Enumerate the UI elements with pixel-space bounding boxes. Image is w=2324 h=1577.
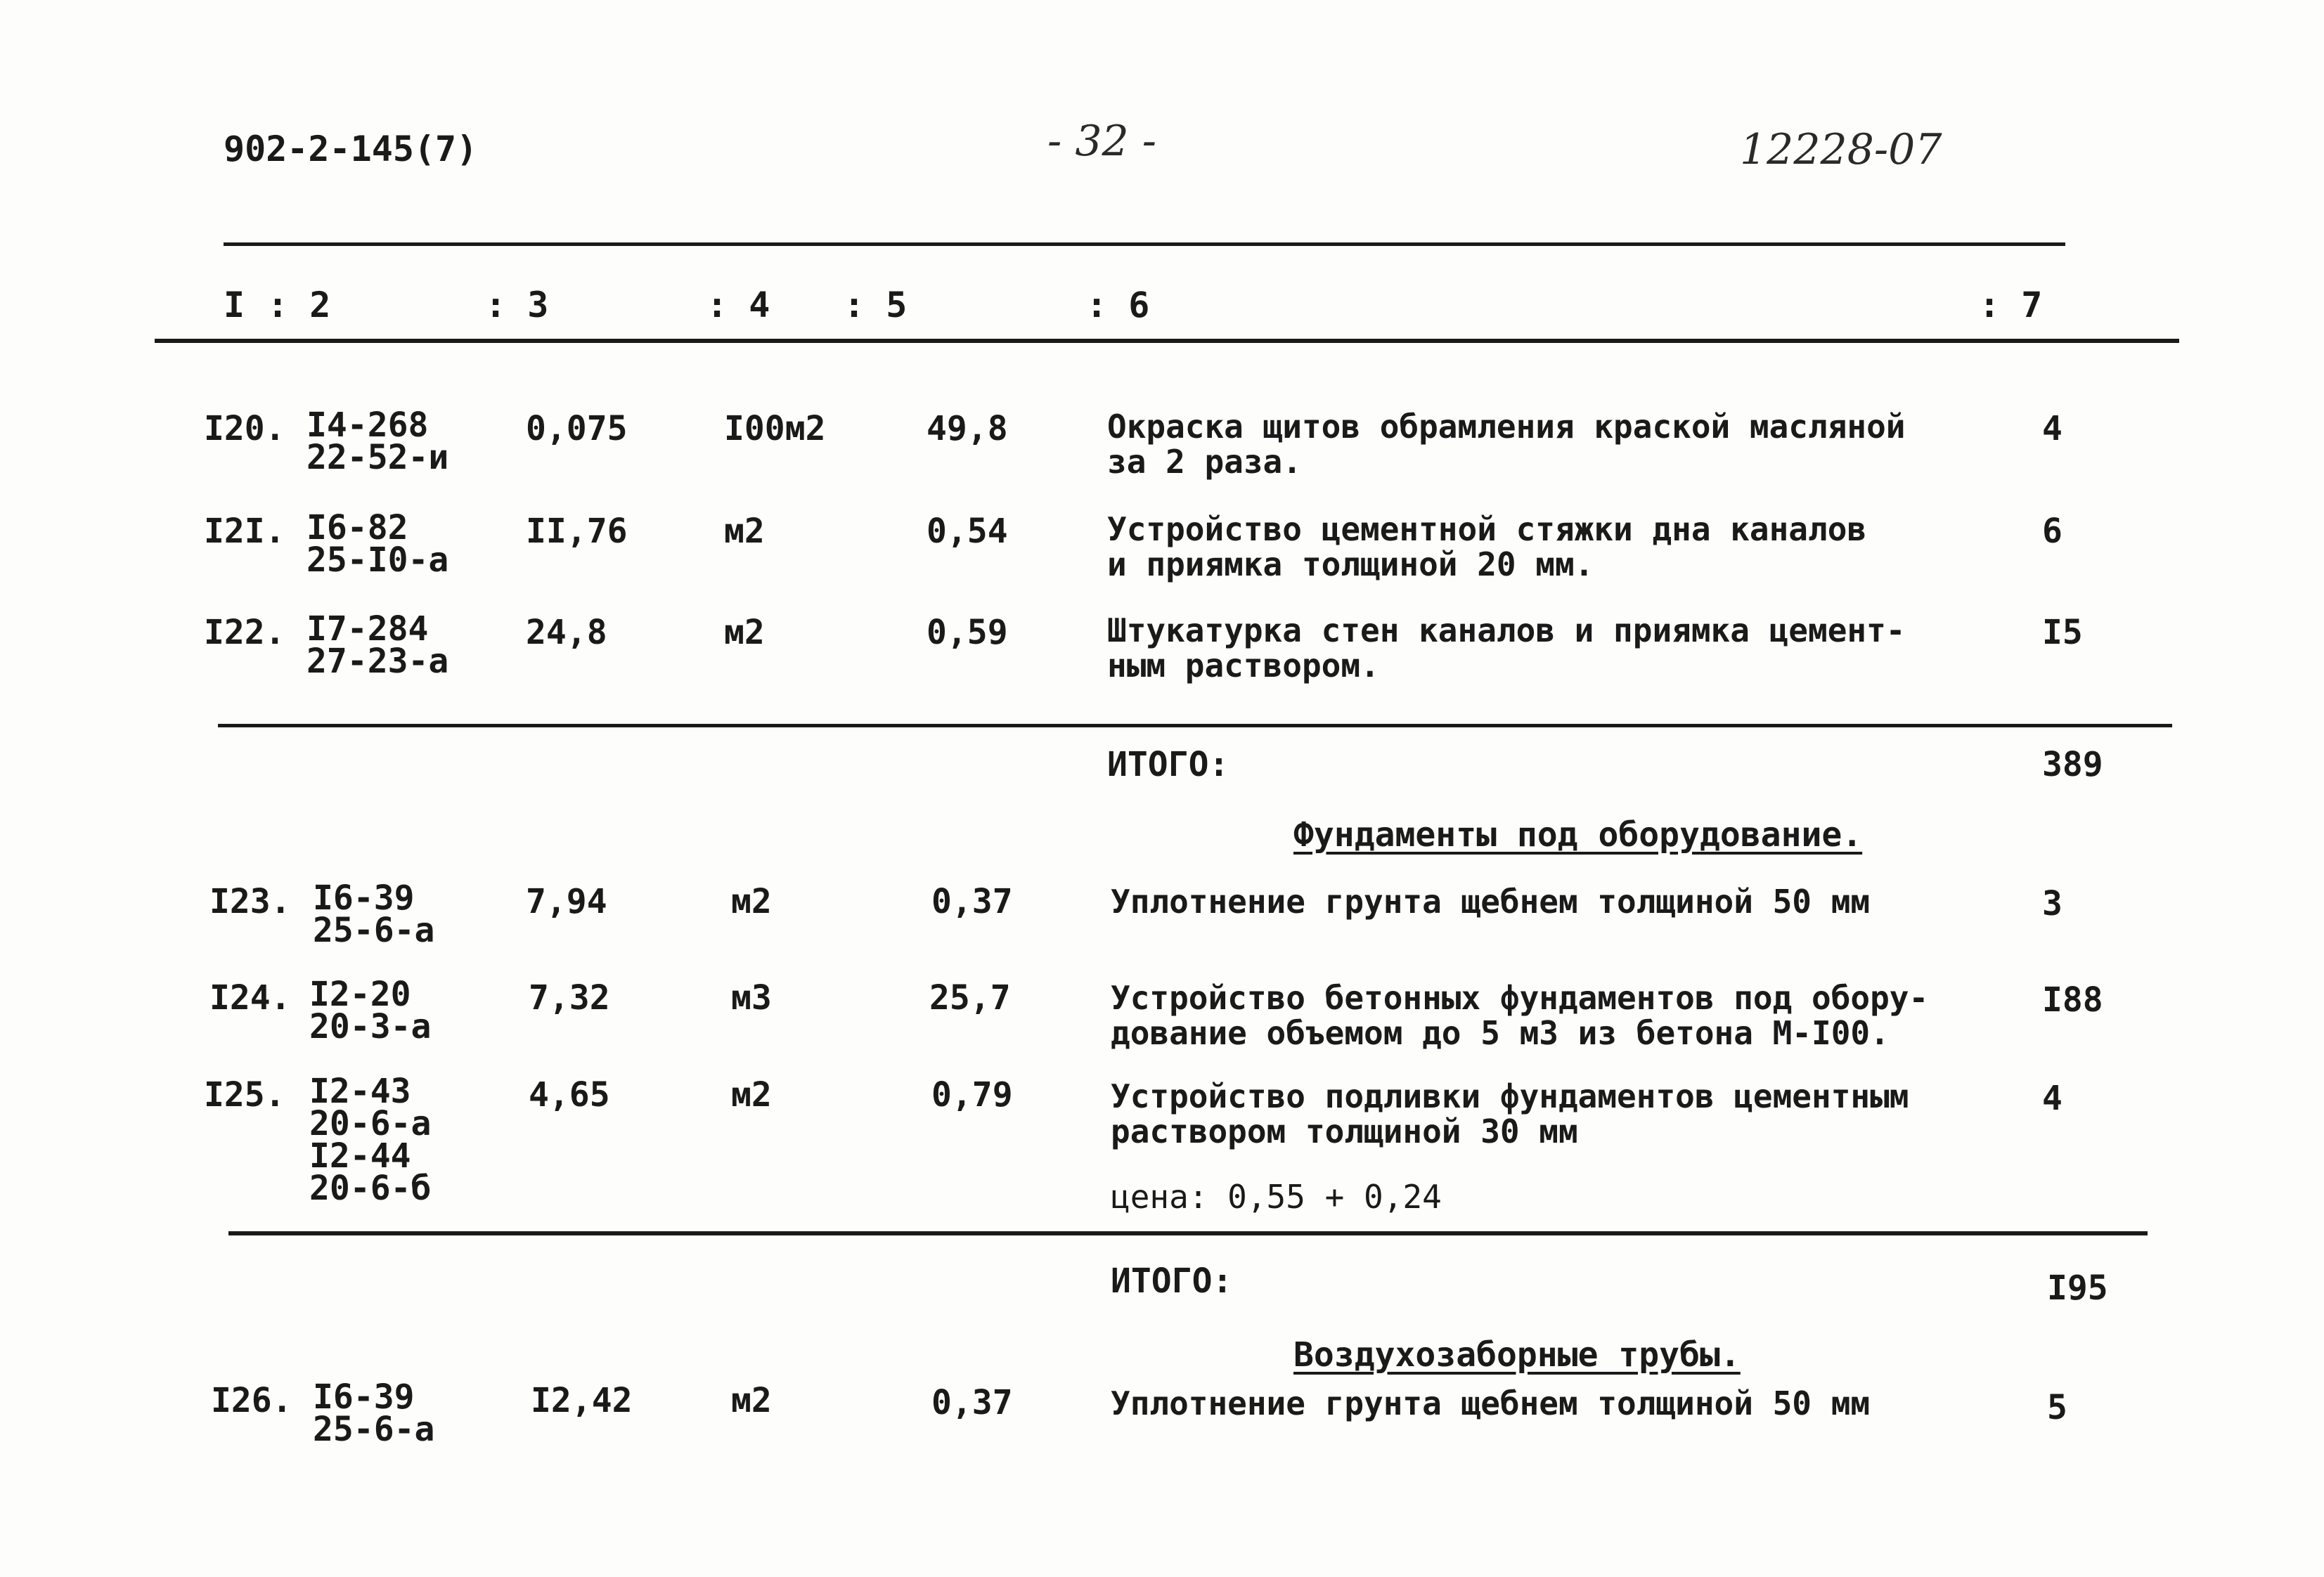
subtotal-rule — [228, 1231, 2148, 1235]
quantity: 0,075 — [526, 409, 628, 448]
unit: м2 — [731, 882, 772, 921]
price-note: цена: 0,55 + 0,24 — [1111, 1178, 1442, 1216]
column-header-5: : 5 — [844, 285, 908, 325]
subtotal-label: ИТОГО: — [1107, 745, 1229, 784]
rate-code: I2-43 20-6-а I2-44 20-6-б — [309, 1072, 432, 1208]
row-number: I24. — [209, 978, 291, 1018]
quantity: 7,94 — [526, 882, 607, 921]
unit-price: 0,59 — [927, 613, 1008, 652]
unit-price: 49,8 — [927, 409, 1008, 448]
cost-total: 3 — [2042, 884, 2062, 923]
subtotal-value: I95 — [2047, 1268, 2108, 1308]
rate-code: I2-20 20-3-а — [309, 975, 432, 1046]
cost-total: 5 — [2047, 1388, 2067, 1427]
cost-total: 4 — [2042, 1079, 2062, 1118]
row-number: I22. — [204, 613, 285, 652]
quantity: I2,42 — [531, 1381, 633, 1420]
subtotal-label: ИТОГО: — [1111, 1261, 1233, 1301]
rate-code: I7-284 27-23-а — [306, 609, 449, 681]
column-header-1: I — [224, 285, 245, 325]
column-header-6: : 6 — [1086, 285, 1150, 325]
section-heading: Воздухозаборные трубы. — [1293, 1335, 1741, 1375]
row-number: I26. — [211, 1381, 292, 1420]
column-header-7: : 7 — [1979, 285, 2043, 325]
rate-code: I6-39 25-6-а — [313, 1377, 435, 1449]
unit: м2 — [731, 1381, 772, 1420]
row-number: I20. — [204, 409, 285, 448]
cost-total: 4 — [2042, 409, 2062, 448]
work-description: Уплотнение грунта щебнем толщиной 50 мм — [1111, 883, 1871, 921]
rate-code: I6-82 25-I0-а — [306, 508, 449, 580]
work-description: Устройство бетонных фундаментов под обору- дование объемом до 5 м3 из бетона М-I00. — [1111, 979, 1929, 1052]
unit-price: 0,54 — [927, 512, 1008, 551]
work-description: Штукатурка стен каналов и приямка цемент- ным раствором. — [1107, 611, 1906, 684]
inventory-number: 12228-07 — [1740, 125, 1942, 174]
cost-total: I5 — [2042, 613, 2083, 652]
page-number: - 32 - — [1047, 117, 1157, 166]
work-description: Окраска щитов обрамления краской масляной за 2 раза. — [1107, 408, 1906, 481]
row-number: I23. — [209, 882, 291, 921]
subtotal-rule — [218, 724, 2172, 727]
row-number: I25. — [204, 1075, 285, 1115]
header-rule-bottom — [155, 339, 2179, 343]
rate-code: I4-268 22-52-и — [306, 405, 449, 477]
cost-total: 6 — [2042, 512, 2062, 551]
unit-price: 0,79 — [931, 1075, 1013, 1115]
row-number: I2I. — [204, 512, 285, 551]
unit: м3 — [731, 978, 772, 1018]
cost-total: I88 — [2042, 980, 2103, 1020]
rate-code: I6-39 25-6-а — [313, 878, 435, 950]
section-heading: Фундаменты под оборудование. — [1293, 815, 1863, 855]
unit-price: 25,7 — [929, 978, 1011, 1018]
unit: м2 — [724, 613, 765, 652]
quantity: II,76 — [526, 512, 628, 551]
unit-price: 0,37 — [931, 882, 1013, 921]
unit: I00м2 — [724, 409, 826, 448]
unit: м2 — [724, 512, 765, 551]
subtotal-value: 389 — [2042, 745, 2103, 784]
quantity: 7,32 — [529, 978, 610, 1018]
work-description: Уплотнение грунта щебнем толщиной 50 мм — [1111, 1384, 1871, 1422]
header-rule-top — [224, 242, 2065, 246]
work-description: Устройство подливки фундаментов цементным раствором толщиной 30 мм — [1111, 1077, 1909, 1150]
document-code: 902-2-145(7) — [224, 129, 478, 169]
unit-price: 0,37 — [931, 1383, 1013, 1422]
unit: м2 — [731, 1075, 772, 1115]
quantity: 4,65 — [529, 1075, 610, 1115]
column-header-2: : 2 — [267, 285, 331, 325]
column-header-3: : 3 — [485, 285, 549, 325]
column-header-4: : 4 — [706, 285, 770, 325]
work-description: Устройство цементной стяжки дна каналов и приямка толщиной 20 мм. — [1107, 510, 1867, 583]
quantity: 24,8 — [526, 613, 607, 652]
